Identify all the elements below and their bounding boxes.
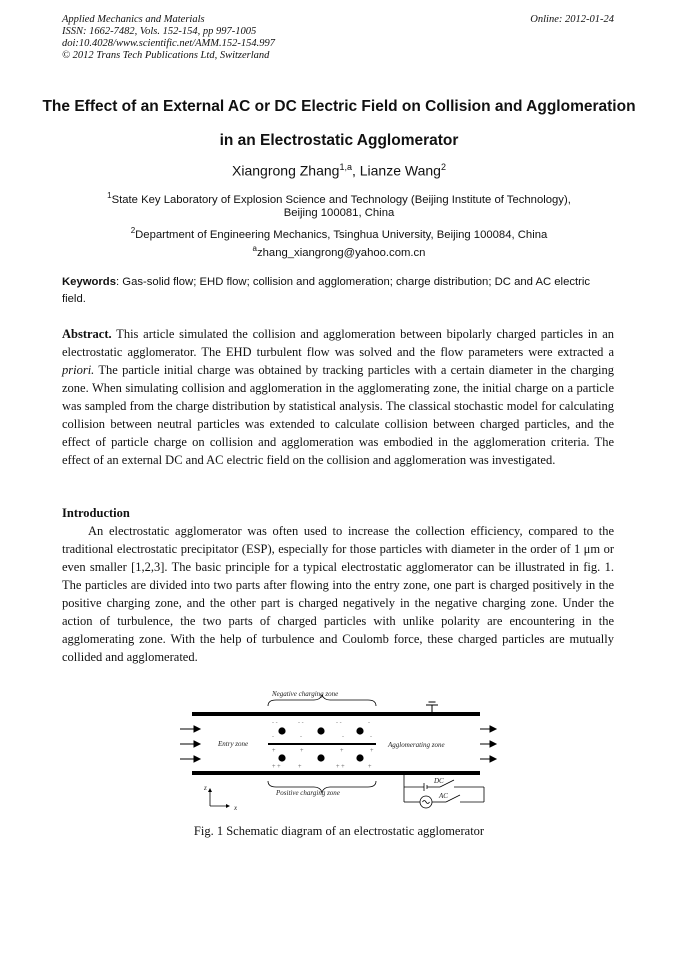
negative-zone-label: Negative charging zone bbox=[272, 690, 339, 698]
svg-text:+: + bbox=[298, 764, 302, 770]
abstract-text-2: The particle initial charge was obtained by tracking particles with a certain diameter in the charging zone. When simulating collision and agglomeration in the agglomerating zone, the initial charge on a particle was sampled from the charge distribution by statistical analysis. The classical stochastic model for calculating collision between neutral particles was extended to calculate collision between charged particles, and the effect of particle charge on collision and agglomeration was embodied in the agglomeration criteria. The effect of an external DC and AC electric field on the collision and agglomeration was investigated. bbox=[62, 363, 614, 467]
svg-text:- -: - - bbox=[272, 720, 278, 726]
journal-header bbox=[62, 14, 482, 62]
abstract bbox=[62, 325, 614, 469]
author-separator: , bbox=[351, 162, 360, 179]
keywords bbox=[62, 274, 614, 308]
email-text: zhang_xiangrong@yahoo.com.cn bbox=[256, 246, 426, 259]
particle bbox=[356, 727, 363, 734]
abstract-text-1: This article simulated the collision and agglomeration between bipolarly charged particles in an electrostatic agglomerator. The EHD turbulent flow was solved and the flow parameters were extracted a bbox=[62, 327, 614, 359]
particle bbox=[317, 754, 324, 761]
particle bbox=[278, 754, 285, 761]
particle bbox=[317, 727, 324, 734]
dc-label: DC bbox=[434, 777, 444, 785]
axis-x-label: x bbox=[234, 804, 238, 812]
ground-symbol bbox=[426, 702, 438, 712]
affiliation-1-mark: 1 bbox=[107, 191, 112, 200]
entry-zone-label: Entry zone bbox=[218, 740, 249, 748]
top-plate bbox=[192, 712, 480, 716]
author-2-affil: 2 bbox=[440, 162, 446, 172]
journal-issn: ISSN: 1662-7482, Vols. 152-154, pp 997-1005 bbox=[62, 26, 257, 37]
svg-text:+: + bbox=[272, 748, 276, 754]
positive-zone-label: Positive charging zone bbox=[276, 789, 340, 797]
axis-indicator bbox=[203, 784, 238, 812]
svg-text:+: + bbox=[340, 748, 344, 754]
axis-z-label: z bbox=[204, 784, 207, 792]
svg-text:+ +: + + bbox=[336, 764, 345, 770]
svg-text:+ +: + + bbox=[272, 764, 281, 770]
keywords-label: Keywords bbox=[62, 276, 116, 288]
agglomerator-diagram bbox=[176, 684, 506, 820]
author-2: Lianze Wang bbox=[359, 162, 441, 179]
svg-text:+: + bbox=[368, 764, 372, 770]
journal-doi: doi:10.4028/www.scientific.net/AMM.152-154.997 bbox=[62, 38, 275, 49]
author-1: Xiangrong Zhang bbox=[232, 162, 340, 179]
svg-text:+: + bbox=[300, 748, 304, 754]
affiliation-1-text: State Key Laboratory of Explosion Science and Technology (Beijing Institute of Technology), bbox=[111, 193, 571, 206]
svg-text:- -: - - bbox=[298, 720, 304, 726]
author-1-affil: 1,a bbox=[339, 162, 352, 172]
paper-title: The Effect of an External AC or DC Electric Field on Collision and Agglomeration in an Electrostatic Agglomerator bbox=[42, 98, 636, 149]
bottom-plate bbox=[192, 771, 480, 775]
particle bbox=[278, 727, 285, 734]
svg-text:-: - bbox=[272, 734, 274, 740]
keywords-text: : Gas-solid flow; EHD flow; collision and agglomeration; charge distribution; DC and AC electric field. bbox=[62, 276, 591, 305]
intro-heading: Introduction bbox=[62, 506, 130, 520]
affiliation-2-mark: 2 bbox=[130, 226, 136, 235]
affiliation-2-text: Department of Engineering Mechanics, Tsinghua University, Beijing 100084, China bbox=[135, 228, 548, 241]
particle bbox=[356, 754, 363, 761]
svg-text:-: - bbox=[300, 734, 302, 740]
figure-caption: Fig. 1 Schematic diagram of an electrostatic agglomerator bbox=[193, 824, 485, 838]
intro-paragraph: An electrostatic agglomerator was often used to increase the collection efficiency, compared to the traditional electrostatic precipitator (ESP), especially for those particles with diameter in the order of 1 μm or even smaller [1,2,3]. The basic principle for a typical electrostatic agglomerator can be illustrated in fig. 1. The particles are divided into two parts after flowing into the entry zone, one part is charged positively in the positive charging zone, and the other part is charged negatively in the negative charging zone. Under the action of turbulence, the two parts of charged particles with unlike polarity are encountering in the agglomerating zone. With the help of turbulence and Coulomb force, these charged particles are mutually collided and agglomerated. bbox=[62, 524, 614, 664]
svg-text:-: - bbox=[342, 734, 344, 740]
author-email bbox=[40, 240, 638, 262]
ac-label: AC bbox=[439, 792, 448, 800]
abstract-label: Abstract. bbox=[62, 327, 112, 341]
online-date: Online: 2012-01-24 bbox=[530, 14, 614, 25]
abstract-priori: priori. bbox=[62, 363, 95, 377]
agglomerating-zone-label: Agglomerating zone bbox=[388, 741, 445, 749]
svg-text:+: + bbox=[370, 748, 374, 754]
svg-text:- -: - - bbox=[336, 720, 342, 726]
author-line bbox=[0, 158, 678, 180]
svg-text:-: - bbox=[368, 720, 370, 726]
svg-text:-: - bbox=[370, 734, 372, 740]
email-mark: a bbox=[252, 244, 257, 253]
journal-name: Applied Mechanics and Materials bbox=[62, 14, 205, 25]
affiliation-1-city: Beijing 100081, China bbox=[283, 207, 395, 219]
journal-copyright: © 2012 Trans Tech Publications Ltd, Switzerland bbox=[62, 50, 270, 61]
